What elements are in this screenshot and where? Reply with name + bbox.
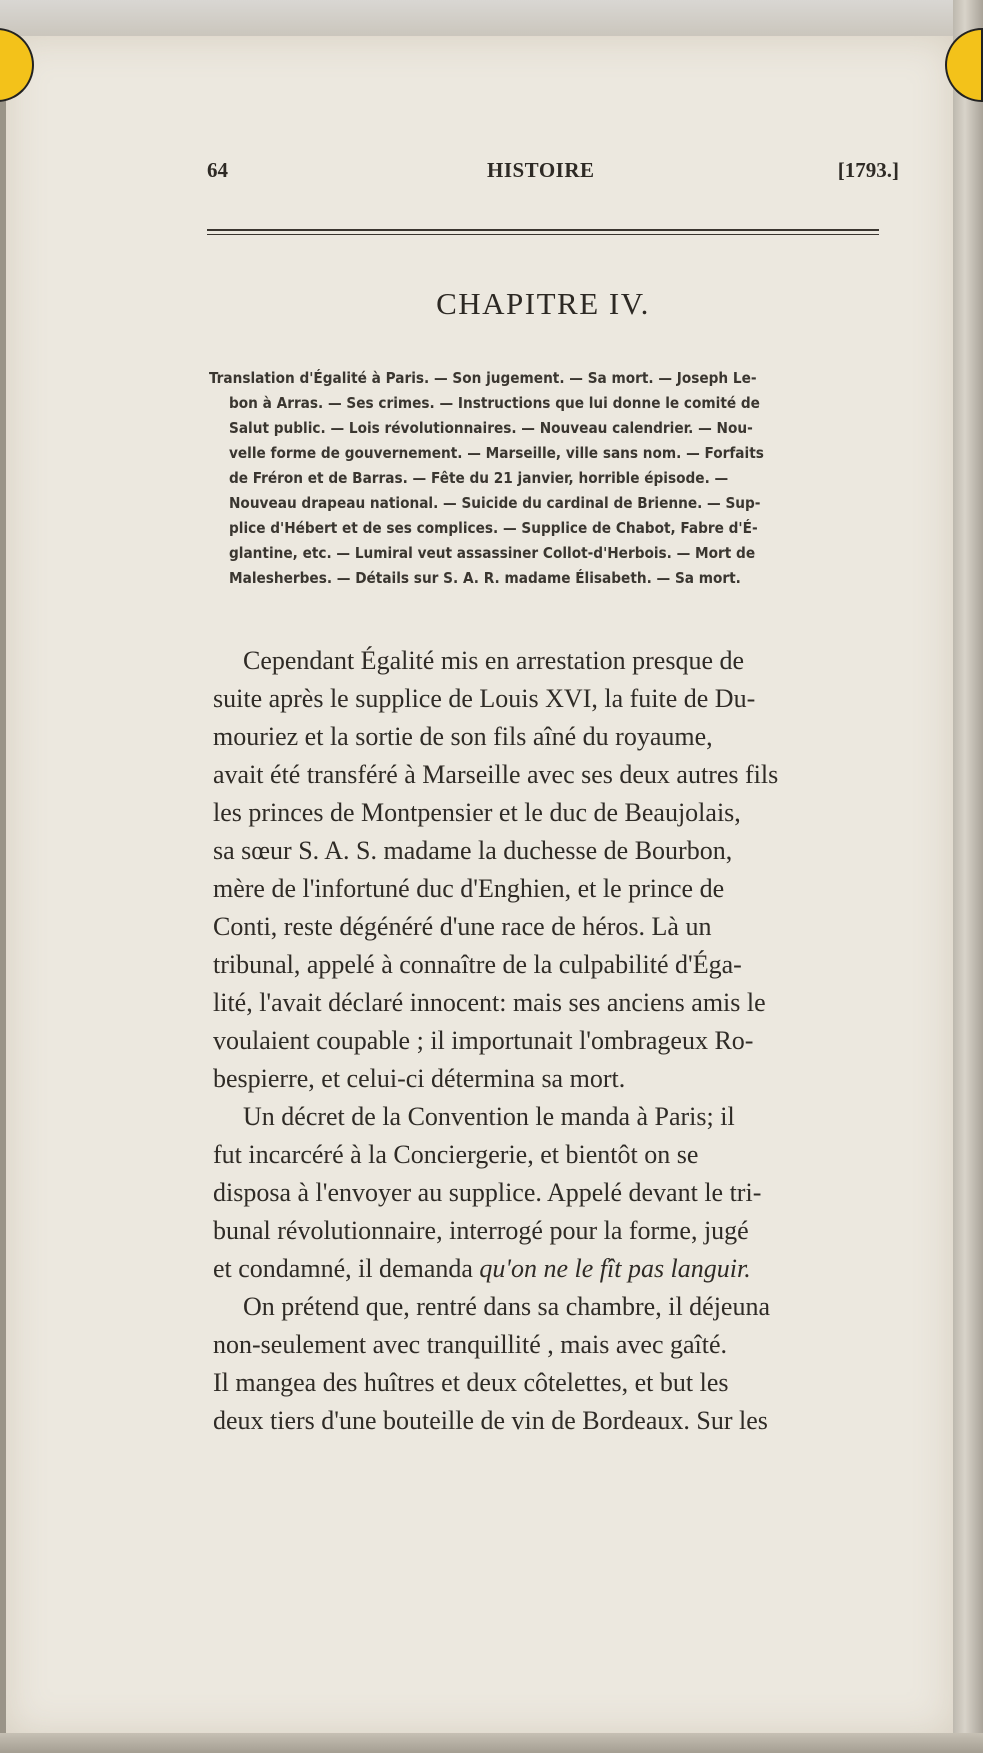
text-line: Un décret de la Convention le manda à Paris; il xyxy=(243,1102,735,1131)
text-line: avait été transféré à Marseille avec ses deux autres fils xyxy=(213,760,779,789)
text-line: deux tiers d'une bouteille de vin de Bordeaux. Sur les xyxy=(213,1406,768,1435)
summary-line: de Fréron et de Barras. — Fête du 21 janvier, horrible épisode. — xyxy=(229,469,729,487)
header-rule xyxy=(207,234,879,235)
italic-quote: qu'on ne le fît pas languir. xyxy=(479,1254,751,1283)
running-title: HISTOIRE xyxy=(487,158,595,182)
text-line: suite après le supplice de Louis XVI, la fuite de Du- xyxy=(213,684,756,713)
text-line: Il mangea des huîtres et deux côtelettes, et but les xyxy=(213,1368,729,1397)
text-line: mère de l'infortuné duc d'Enghien, et le prince de xyxy=(213,874,725,903)
chapter-summary xyxy=(209,366,892,591)
summary-line: plice d'Hébert et de ses complices. — Supplice de Chabot, Fabre d'É- xyxy=(229,519,758,537)
text-line: disposa à l'envoyer au supplice. Appelé devant le tri- xyxy=(213,1178,762,1207)
running-header xyxy=(207,158,899,188)
chapter-title: CHAPITRE IV. xyxy=(436,286,650,321)
summary-line: Salut public. — Lois révolutionnaires. — Nouveau calendrier. — Nou- xyxy=(229,419,753,437)
text-line: lité, l'avait déclaré innocent: mais ses anciens amis le xyxy=(213,988,766,1017)
body-text xyxy=(213,642,897,1440)
text-line: non-seulement avec tranquillité , mais avec gaîté. xyxy=(213,1330,728,1359)
text-line: bunal révolutionnaire, interrogé pour la forme, jugé xyxy=(213,1216,749,1245)
text-line xyxy=(213,1250,897,1288)
summary-line: Nouveau drapeau national. — Suicide du cardinal de Brienne. — Sup- xyxy=(229,494,761,512)
summary-line: Translation d'Égalité à Paris. — Son jugement. — Sa mort. — Joseph Le- xyxy=(209,369,757,387)
text-line: voulaient coupable ; il importunait l'ombrageux Ro- xyxy=(213,1026,754,1055)
text-line: sa sœur S. A. S. madame la duchesse de Bourbon, xyxy=(213,836,733,865)
text-line: tribunal, appelé à connaître de la culpabilité d'Éga- xyxy=(213,950,742,979)
text-line: mouriez et la sortie de son fils aîné du royaume, xyxy=(213,722,713,751)
text-line: fut incarcéré à la Conciergerie, et bientôt on se xyxy=(213,1140,699,1169)
text-line: Cependant Égalité mis en arrestation presque de xyxy=(243,646,745,675)
summary-line: glantine, etc. — Lumiral veut assassiner Collot-d'Herbois. — Mort de xyxy=(229,544,756,562)
summary-line: bon à Arras. — Ses crimes. — Instructions que lui donne le comité de xyxy=(229,394,760,412)
text-line: On prétend que, rentré dans sa chambre, il déjeuna xyxy=(243,1292,771,1321)
page-bottom-edge xyxy=(0,1733,983,1753)
page-edge xyxy=(953,0,983,1753)
summary-line: Malesherbes. — Détails sur S. A. R. madame Élisabeth. — Sa mort. xyxy=(229,569,741,587)
summary-line: velle forme de gouvernement. — Marseille, ville sans nom. — Forfaits xyxy=(229,444,764,462)
scan-background xyxy=(0,0,983,40)
page-number: 64 xyxy=(207,158,228,182)
text-line: bespierre, et celui-ci détermina sa mort. xyxy=(213,1064,626,1093)
text-line: les princes de Montpensier et le duc de Beaujolais, xyxy=(213,798,741,827)
text-line: Conti, reste dégénéré d'une race de héros. Là un xyxy=(213,912,712,941)
header-rule xyxy=(207,229,879,231)
header-year: [1793.] xyxy=(837,158,899,182)
text-segment: et condamné, il demanda xyxy=(213,1254,473,1283)
